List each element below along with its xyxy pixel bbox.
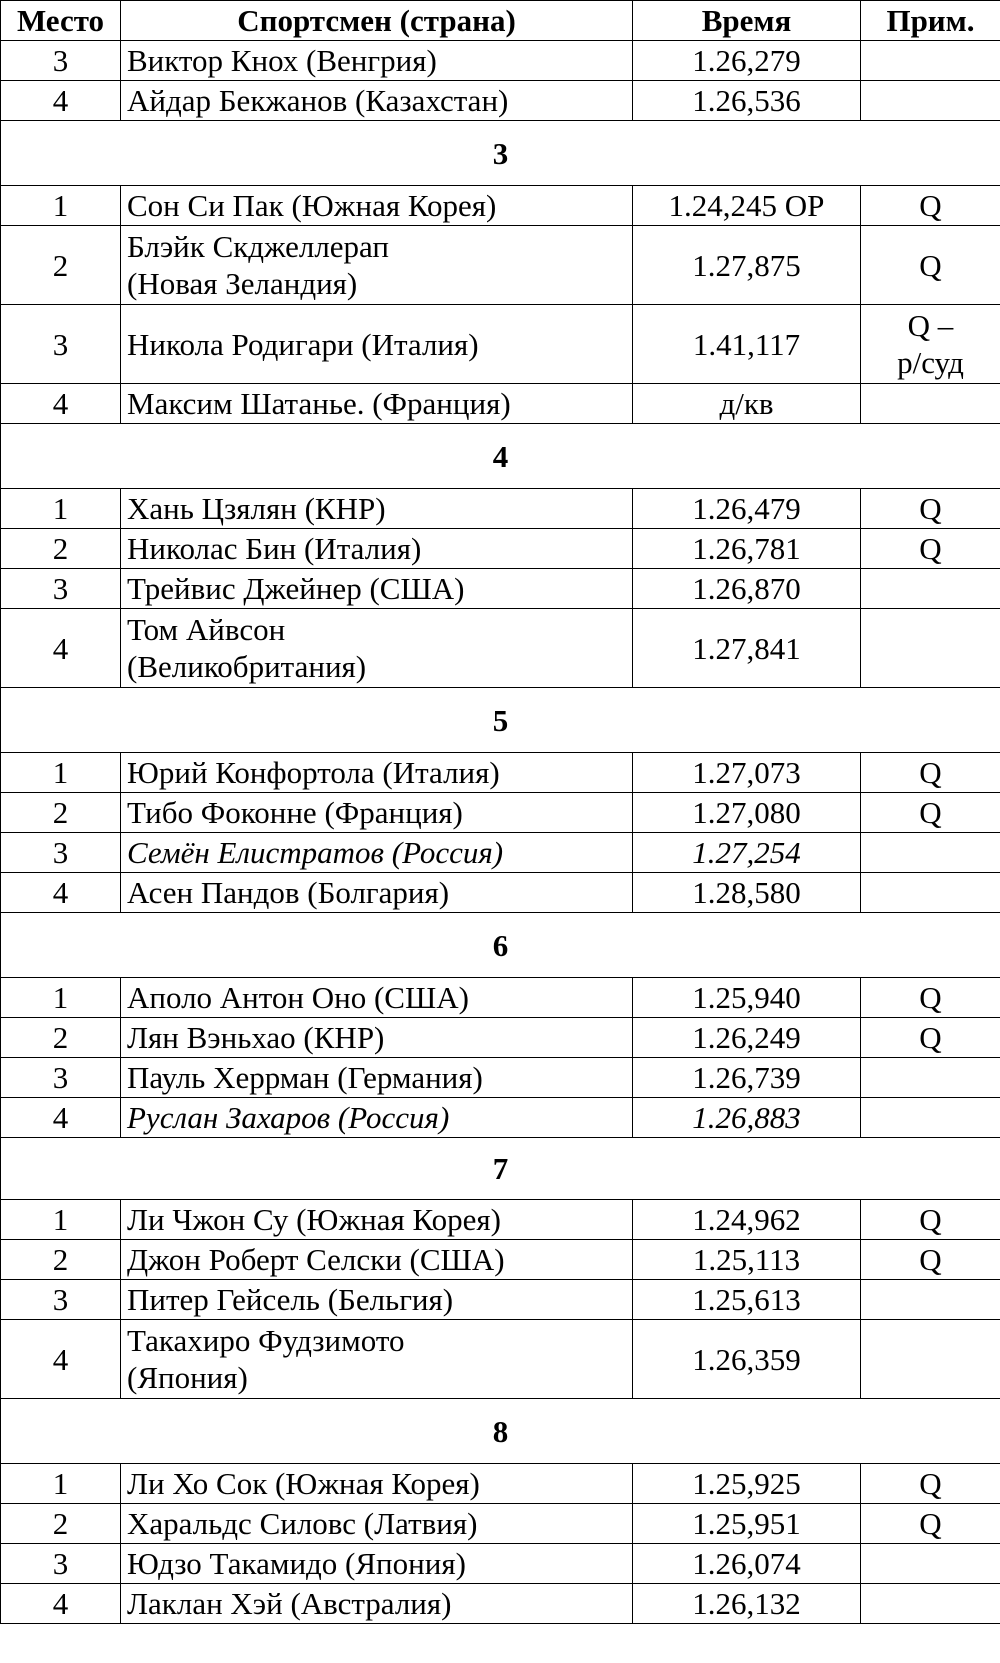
header-note: Прим. (861, 1, 1000, 41)
place-cell: 3 (1, 1280, 121, 1320)
place-cell: 4 (1, 1584, 121, 1624)
table-row (1, 1584, 1000, 1624)
note-cell (861, 1544, 1000, 1584)
athlete-cell: Тибо Фоконне (Франция) (121, 793, 633, 833)
table-row (1, 1320, 1000, 1399)
place-cell: 3 (1, 41, 121, 81)
note-cell: Q (861, 1240, 1000, 1280)
note-cell (861, 833, 1000, 873)
athlete-cell: Ли Чжон Су (Южная Корея) (121, 1200, 633, 1240)
athlete-cell: Никола Родигари (Италия) (121, 305, 633, 384)
table-row (1, 978, 1000, 1018)
time-cell: 1.24,245 ОР (633, 186, 861, 226)
athlete-cell: Юдзо Такамидо (Япония) (121, 1544, 633, 1584)
heat-number: 8 (1, 1399, 1000, 1464)
time-cell: 1.25,613 (633, 1280, 861, 1320)
place-cell: 1 (1, 186, 121, 226)
time-cell: 1.26,781 (633, 529, 861, 569)
note-cell: Q (861, 186, 1000, 226)
time-cell: 1.25,951 (633, 1504, 861, 1544)
athlete-cell: Лян Вэньхао (КНР) (121, 1018, 633, 1058)
place-cell: 2 (1, 226, 121, 305)
time-cell: 1.26,883 (633, 1098, 861, 1138)
place-cell: 3 (1, 1058, 121, 1098)
place-cell: 3 (1, 305, 121, 384)
note-cell (861, 1320, 1000, 1399)
table-row (1, 384, 1000, 424)
athlete-cell: Семён Елистратов (Россия) (121, 833, 633, 873)
time-cell: 1.28,580 (633, 873, 861, 913)
athlete-cell: Николас Бин (Италия) (121, 529, 633, 569)
table-row (1, 1280, 1000, 1320)
note-cell (861, 609, 1000, 688)
table-row (1, 569, 1000, 609)
note-cell (861, 1280, 1000, 1320)
place-cell: 4 (1, 873, 121, 913)
table-row (1, 186, 1000, 226)
time-cell: 1.26,279 (633, 41, 861, 81)
place-cell: 1 (1, 753, 121, 793)
table-row (1, 489, 1000, 529)
athlete-cell: Максим Шатанье. (Франция) (121, 384, 633, 424)
note-cell (861, 1058, 1000, 1098)
table-row (1, 609, 1000, 688)
table-row (1, 793, 1000, 833)
time-cell: д/кв (633, 384, 861, 424)
note-cell (861, 873, 1000, 913)
place-cell: 4 (1, 609, 121, 688)
time-cell: 1.27,875 (633, 226, 861, 305)
table-row (1, 1240, 1000, 1280)
note-cell: Q (861, 226, 1000, 305)
note-cell: Q (861, 1464, 1000, 1504)
table-row (1, 529, 1000, 569)
heat-heading-row (1, 1399, 1000, 1464)
heat-number: 4 (1, 424, 1000, 489)
note-cell: Q (861, 529, 1000, 569)
note-cell (861, 569, 1000, 609)
note-cell (861, 41, 1000, 81)
table-row (1, 1544, 1000, 1584)
time-cell: 1.25,940 (633, 978, 861, 1018)
athlete-cell: Аполо Антон Оно (США) (121, 978, 633, 1018)
athlete-cell: Лаклан Хэй (Австралия) (121, 1584, 633, 1624)
place-cell: 1 (1, 1200, 121, 1240)
place-cell: 2 (1, 793, 121, 833)
time-cell: 1.26,249 (633, 1018, 861, 1058)
heat-number: 7 (1, 1138, 1000, 1200)
table-row (1, 41, 1000, 81)
athlete-cell: Хань Цзялян (КНР) (121, 489, 633, 529)
heat-heading-row (1, 424, 1000, 489)
place-cell: 4 (1, 1098, 121, 1138)
time-cell: 1.26,074 (633, 1544, 861, 1584)
note-cell: Q (861, 489, 1000, 529)
place-cell: 2 (1, 1504, 121, 1544)
heat-heading-row (1, 688, 1000, 753)
place-cell: 1 (1, 1464, 121, 1504)
heat-heading-row (1, 121, 1000, 186)
table-row (1, 1464, 1000, 1504)
note-cell (861, 1584, 1000, 1624)
time-cell: 1.26,479 (633, 489, 861, 529)
time-cell: 1.41,117 (633, 305, 861, 384)
table-row (1, 1504, 1000, 1544)
time-cell: 1.26,359 (633, 1320, 861, 1399)
place-cell: 2 (1, 1018, 121, 1058)
time-cell: 1.26,739 (633, 1058, 861, 1098)
place-cell: 1 (1, 978, 121, 1018)
athlete-cell: Асен Пандов (Болгария) (121, 873, 633, 913)
athlete-cell: Джон Роберт Селски (США) (121, 1240, 633, 1280)
note-cell: Q (861, 793, 1000, 833)
place-cell: 3 (1, 569, 121, 609)
place-cell: 4 (1, 81, 121, 121)
table-row (1, 873, 1000, 913)
table-row (1, 833, 1000, 873)
table-row (1, 753, 1000, 793)
note-cell (861, 384, 1000, 424)
time-cell: 1.25,113 (633, 1240, 861, 1280)
athlete-cell: Трейвис Джейнер (США) (121, 569, 633, 609)
athlete-cell: Руслан Захаров (Россия) (121, 1098, 633, 1138)
note-cell: Q (861, 753, 1000, 793)
place-cell: 3 (1, 833, 121, 873)
time-cell: 1.27,254 (633, 833, 861, 873)
time-cell: 1.27,080 (633, 793, 861, 833)
header-place: Место (1, 1, 121, 41)
note-cell: Q (861, 978, 1000, 1018)
place-cell: 3 (1, 1544, 121, 1584)
athlete-cell: Харальдс Силовс (Латвия) (121, 1504, 633, 1544)
heat-number: 6 (1, 913, 1000, 978)
note-cell (861, 1098, 1000, 1138)
time-cell: 1.25,925 (633, 1464, 861, 1504)
header-athlete: Спортсмен (страна) (121, 1, 633, 41)
table-row (1, 305, 1000, 384)
table-row (1, 1058, 1000, 1098)
table-row (1, 1200, 1000, 1240)
place-cell: 4 (1, 384, 121, 424)
time-cell: 1.26,132 (633, 1584, 861, 1624)
place-cell: 1 (1, 489, 121, 529)
heat-number: 3 (1, 121, 1000, 186)
heat-number: 5 (1, 688, 1000, 753)
note-cell: Q – р/суд (861, 305, 1000, 384)
athlete-cell: Виктор Кнох (Венгрия) (121, 41, 633, 81)
time-cell: 1.27,073 (633, 753, 861, 793)
athlete-cell: Блэйк Скджеллерап (Новая Зеландия) (121, 226, 633, 305)
table-row (1, 226, 1000, 305)
place-cell: 2 (1, 529, 121, 569)
table-row (1, 81, 1000, 121)
athlete-cell: Ли Хо Сок (Южная Корея) (121, 1464, 633, 1504)
athlete-cell: Питер Гейсель (Бельгия) (121, 1280, 633, 1320)
time-cell: 1.26,870 (633, 569, 861, 609)
athlete-cell: Пауль Херрман (Германия) (121, 1058, 633, 1098)
note-cell: Q (861, 1018, 1000, 1058)
heat-heading-row (1, 1138, 1000, 1200)
table-row (1, 1098, 1000, 1138)
athlete-cell: Айдар Бекжанов (Казахстан) (121, 81, 633, 121)
heat-heading-row (1, 913, 1000, 978)
time-cell: 1.27,841 (633, 609, 861, 688)
table-row (1, 1018, 1000, 1058)
time-cell: 1.26,536 (633, 81, 861, 121)
results-body (1, 41, 1000, 1624)
place-cell: 2 (1, 1240, 121, 1280)
time-cell: 1.24,962 (633, 1200, 861, 1240)
table-header-row (1, 1, 1000, 41)
place-cell: 4 (1, 1320, 121, 1399)
athlete-cell: Том Айвсон (Великобритания) (121, 609, 633, 688)
note-cell (861, 81, 1000, 121)
header-time: Время (633, 1, 861, 41)
note-cell: Q (861, 1504, 1000, 1544)
athlete-cell: Такахиро Фудзимото (Япония) (121, 1320, 633, 1399)
note-cell: Q (861, 1200, 1000, 1240)
athlete-cell: Сон Си Пак (Южная Корея) (121, 186, 633, 226)
athlete-cell: Юрий Конфортола (Италия) (121, 753, 633, 793)
